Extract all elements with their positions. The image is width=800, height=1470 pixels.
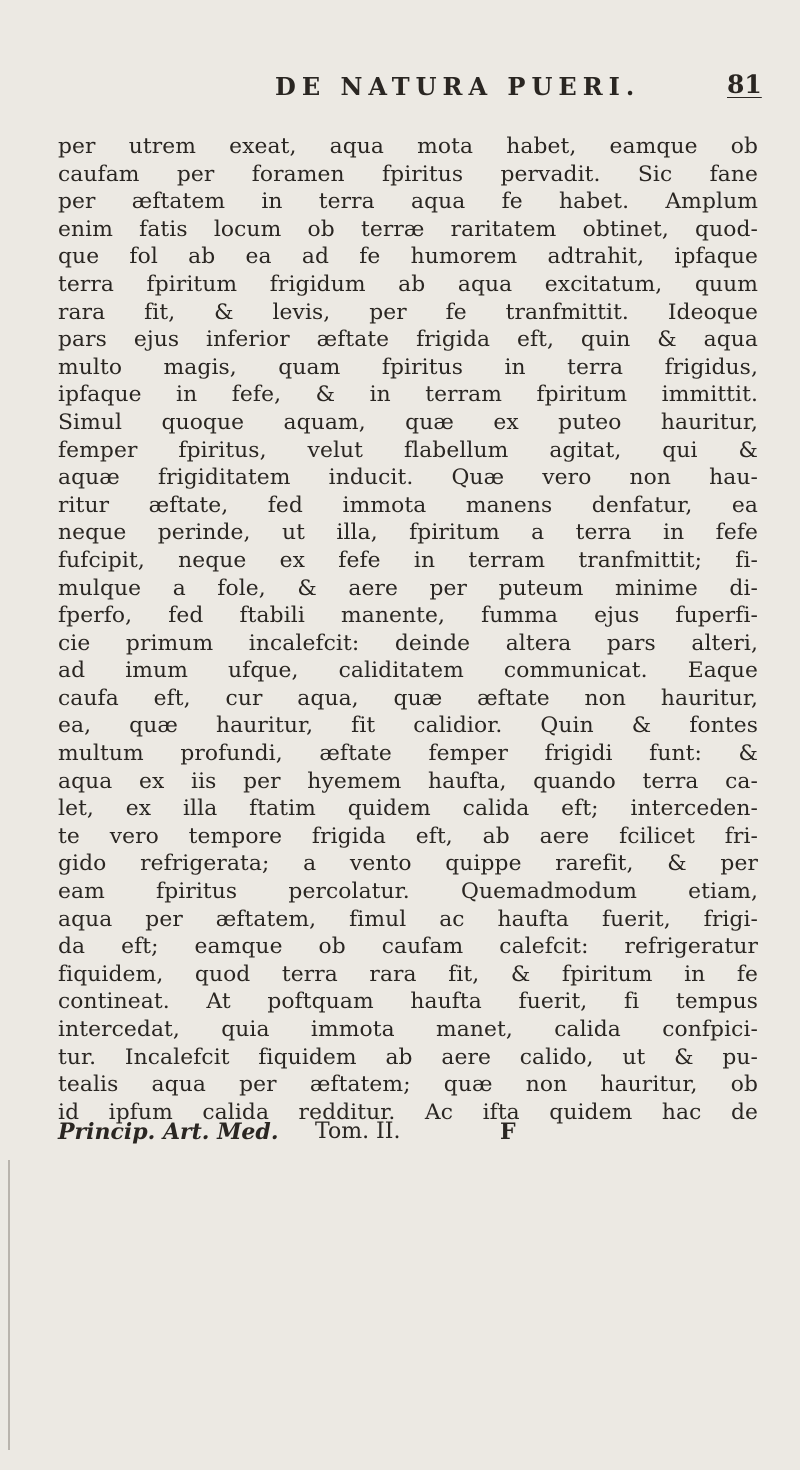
text-line: aquæ frigiditatem inducit. Quæ vero non hau- (58, 465, 758, 491)
text-line: femper fpiritus, velut flabellum agitat, qui & (58, 437, 758, 463)
page-edge-shadow (8, 1160, 10, 1450)
running-head: DE NATURA PUERI. (275, 72, 641, 101)
signature-footer (58, 1119, 758, 1147)
text-line: caufa eft, cur aqua, quæ æftate non hauritur, (58, 685, 758, 711)
text-line: tealis aqua per æftatem; quæ non hauritur, ob (58, 1072, 758, 1098)
text-line: eam fpiritus percolatur. Quemadmodum etiam, (58, 879, 758, 905)
text-line: ipfaque in fefe, & in terram fpiritum immittit. (58, 382, 758, 408)
text-line: neque perinde, ut illa, fpiritum a terra in fefe (58, 520, 758, 546)
text-line: da eft; eamque ob caufam calefcit: refrigeratur (58, 934, 758, 960)
text-line: fperfo, fed ftabili manente, fumma ejus fuperfi- (58, 603, 758, 629)
page-number: 81 (727, 70, 762, 99)
text-line: rara fit, & levis, per fe tranfmittit. Ideoque (58, 299, 758, 325)
text-line: fiquidem, quod terra rara fit, & fpiritum in fe (58, 961, 758, 987)
text-line: tur. Incalefcit fiquidem ab aere calido, ut & pu- (58, 1044, 758, 1070)
body-text (58, 133, 758, 1126)
text-line: te vero tempore frigida eft, ab aere fcilicet fri- (58, 823, 758, 849)
text-line: mulque a fole, & aere per puteum minime di- (58, 575, 758, 601)
text-line: aqua ex iis per hyemem haufta, quando terra ca- (58, 768, 758, 794)
text-line: per æftatem in terra aqua fe habet. Amplum (58, 189, 758, 215)
text-line: ea, quæ hauritur, fit calidior. Quin & fontes (58, 713, 758, 739)
text-line: Simul quoque aquam, quæ ex puteo hauritur, (58, 409, 758, 435)
text-line: contineat. At poftquam haufta fuerit, fi tempus (58, 989, 758, 1015)
text-line: caufam per foramen fpiritus pervadit. Sic fane (58, 161, 758, 187)
text-line: fufcipit, neque ex fefe in terram tranfmittit; fi- (58, 547, 758, 573)
signature-letter: F (500, 1119, 516, 1145)
signature-title: Princip. Art. Med. (58, 1119, 279, 1145)
text-line: multo magis, quam fpiritus in terra frigidus, (58, 354, 758, 380)
tome-label: Tom. II. (315, 1119, 401, 1144)
text-line: que fol ab ea ad fe humorem adtrahit, ipfaque (58, 244, 758, 270)
text-line: cie primum incalefcit: deinde altera pars alteri, (58, 630, 758, 656)
text-line: intercedat, quia immota manet, calida confpici- (58, 1017, 758, 1042)
text-line: enim fatis locum ob terræ raritatem obtinet, quod- (58, 216, 758, 242)
text-line: id ipfum calida redditur. Ac ifta quidem hac de (58, 1099, 758, 1125)
text-line: let, ex illa ftatim quidem calida eft; interceden- (58, 796, 758, 822)
text-line: per utrem exeat, aqua mota habet, eamque ob (58, 134, 758, 159)
text-line: aqua per æftatem, fimul ac haufta fuerit, frigi- (58, 906, 758, 932)
text-line: ad imum ufque, caliditatem communicat. Eaque (58, 658, 758, 684)
text-line: pars ejus inferior æftate frigida eft, quin & aqua (58, 327, 758, 353)
text-line: ritur æftate, fed immota manens denfatur, ea (58, 492, 758, 518)
text-line: multum profundi, æftate femper frigidi funt: & (58, 741, 758, 767)
text-line: gido refrigerata; a vento quippe rarefit, & per (58, 851, 758, 877)
text-line: terra fpiritum frigidum ab aqua excitatum, quum (58, 271, 758, 297)
